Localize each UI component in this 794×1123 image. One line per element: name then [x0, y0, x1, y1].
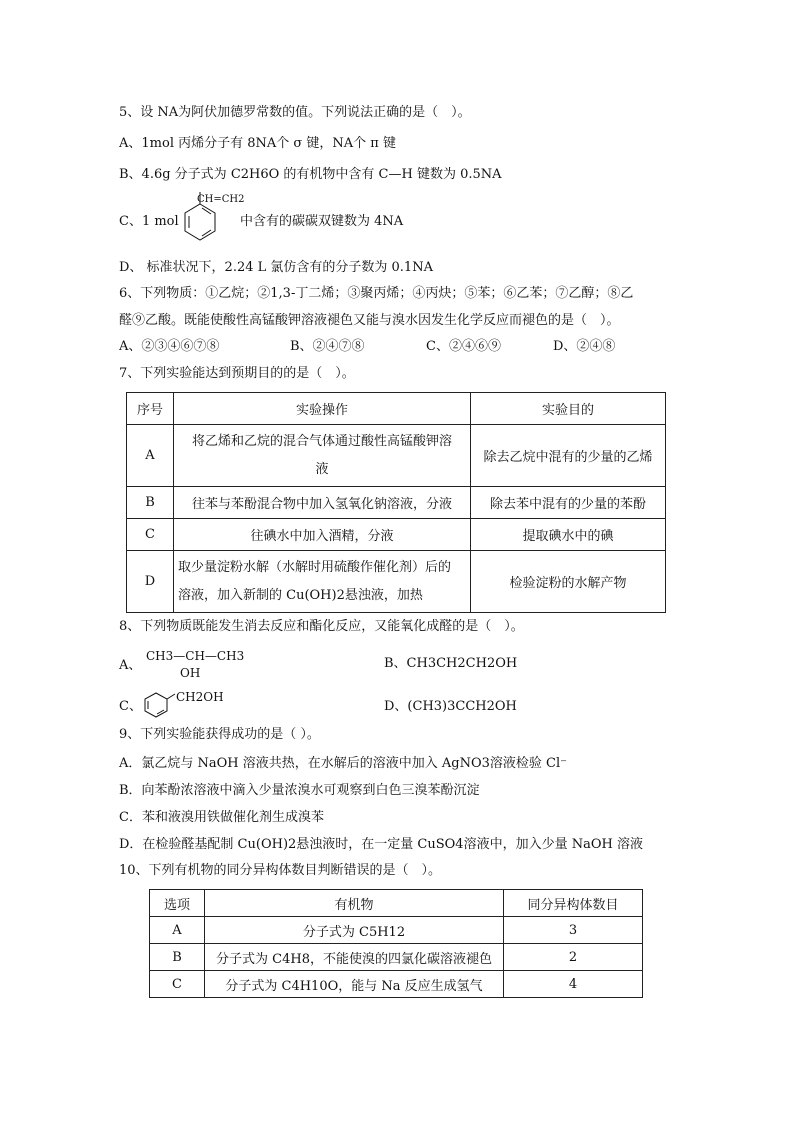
table-row — [127, 551, 666, 613]
q7-stem: 7、下列实验能达到预期目的的是（ ）。 — [119, 366, 355, 381]
row-operation: 往苯与苯酚混合物中加入氢氧化钠溶液，分液 — [174, 487, 471, 519]
row-goal: 检验淀粉的水解产物 — [471, 551, 666, 613]
row-id: D — [127, 551, 174, 613]
row-num: 3 — [504, 917, 643, 944]
q10-header-row — [150, 890, 643, 917]
q10-header-count: 同分异构体数目 — [504, 890, 643, 917]
table-row — [150, 971, 643, 998]
q5-option-d: D、 标准状况下，2.24 L 氯仿含有的分子数为 0.1NA — [119, 260, 433, 275]
q8-stem: 8、下列物质既能发生消去反应和酯化反应，又能氧化成醛的是（ ）。 — [119, 619, 524, 634]
q5-option-c-suffix: 中含有的碳碳双键数为 4NA — [240, 214, 404, 229]
q7-header-goal: 实验目的 — [471, 393, 666, 425]
row-goal: 除去乙烷中混有的少量的乙烯 — [471, 425, 666, 487]
table-row — [127, 487, 666, 519]
q8-option-a-prefix: A、 — [119, 658, 142, 673]
table-row — [127, 519, 666, 551]
q9-option-c: C．苯和液溴用铁做催化剂生成溴苯 — [119, 810, 324, 825]
q6-option-c: C、②④⑥⑨ — [426, 339, 501, 354]
q5-option-b: B、4.6g 分子式为 C2H6O 的有机物中含有 C—H 键数为 0.5NA — [119, 167, 502, 182]
q8-c-structure: CH2OH — [176, 690, 224, 704]
row-id: A — [127, 425, 174, 487]
q6-option-a: A、②③④⑥⑦⑧ — [119, 339, 220, 354]
q10-table — [149, 889, 643, 998]
row-goal: 提取碘水中的碘 — [471, 519, 666, 551]
q6-option-b: B、②④⑦⑧ — [290, 339, 365, 354]
q5-option-c-prefix: C、1 mol — [119, 214, 179, 229]
q6-line2: 醛⑨乙酸。既能使酸性高锰酸钾溶液褪色又能与溴水因发生化学反应而褪色的是（ ）。 — [119, 313, 620, 328]
q7-table — [126, 392, 666, 613]
table-row — [150, 917, 643, 944]
q9-stem: 9、下列实验能获得成功的是（ ）。 — [119, 727, 320, 742]
styrene-benzene-ring — [180, 190, 230, 248]
row-operation: 将乙烯和乙烷的混合气体通过酸性高锰酸钾溶 液 — [174, 425, 471, 487]
styrene-vinyl-label: CH=CH2 — [197, 194, 245, 205]
row-id: B — [150, 944, 205, 971]
row-goal: 除去苯中混有的少量的苯酚 — [471, 487, 666, 519]
q5-stem: 5、设 NA为阿伏加德罗常数的值。下列说法正确的是（ ）。 — [119, 105, 471, 120]
q9-option-b: B．向苯酚浓溶液中滴入少量浓溴水可观察到白色三溴苯酚沉淀 — [119, 783, 480, 798]
q10-header-compound: 有机物 — [205, 890, 504, 917]
row-desc: 分子式为 C4H10O，能与 Na 反应生成氢气 — [205, 971, 504, 998]
row-operation: 取少量淀粉水解（水解时用硫酸作催化剂）后的 溶液，加入新制的 Cu(OH)2悬浊液，加热 — [174, 551, 471, 613]
q5-option-a: A、1mol 丙烯分子有 8NA个 σ 键，NA个 π 键 — [119, 136, 396, 151]
q6-line1: 6、下列物质：①乙烷；②1,3-丁二烯；③聚丙烯；④丙炔；⑤苯；⑥乙苯；⑦乙醇；⑧乙 — [119, 286, 634, 301]
row-num: 2 — [504, 944, 643, 971]
row-id: C — [127, 519, 174, 551]
q8-option-c-prefix: C、 — [119, 699, 142, 714]
row-num: 4 — [504, 971, 643, 998]
row-desc: 分子式为 C5H12 — [205, 917, 504, 944]
table-row — [150, 944, 643, 971]
q6-option-d: D、②④⑧ — [553, 339, 616, 354]
benzyl-benzene-ring — [142, 690, 176, 720]
q8-a-structure-oh: OH — [180, 666, 201, 680]
q7-header-row — [127, 393, 666, 425]
row-desc: 分子式为 C4H8，不能使溴的四氯化碳溶液褪色 — [205, 944, 504, 971]
q10-header-option: 选项 — [150, 890, 205, 917]
q8-option-b: B、CH3CH2CH2OH — [384, 656, 518, 671]
q7-header-id: 序号 — [127, 393, 174, 425]
q9-option-d: D．在检验醛基配制 Cu(OH)2悬浊液时，在一定量 CuSO4溶液中，加入少量 NaOH 溶液 — [119, 837, 643, 852]
q8-option-d: D、(CH3)3CCH2OH — [384, 699, 517, 714]
q8-a-structure-main: CH3—CH—CH3 — [146, 649, 245, 663]
q10-stem: 10、下列有机物的同分异构体数目判断错误的是（ ）。 — [119, 863, 442, 878]
table-row — [127, 425, 666, 487]
row-operation: 往碘水中加入酒精，分液 — [174, 519, 471, 551]
row-id: B — [127, 487, 174, 519]
row-id: C — [150, 971, 205, 998]
q9-option-a: A．氯乙烷与 NaOH 溶液共热，在水解后的溶液中加入 AgNO3溶液检验 Cl⁻ — [119, 756, 568, 771]
q7-header-operation: 实验操作 — [174, 393, 471, 425]
row-id: A — [150, 917, 205, 944]
